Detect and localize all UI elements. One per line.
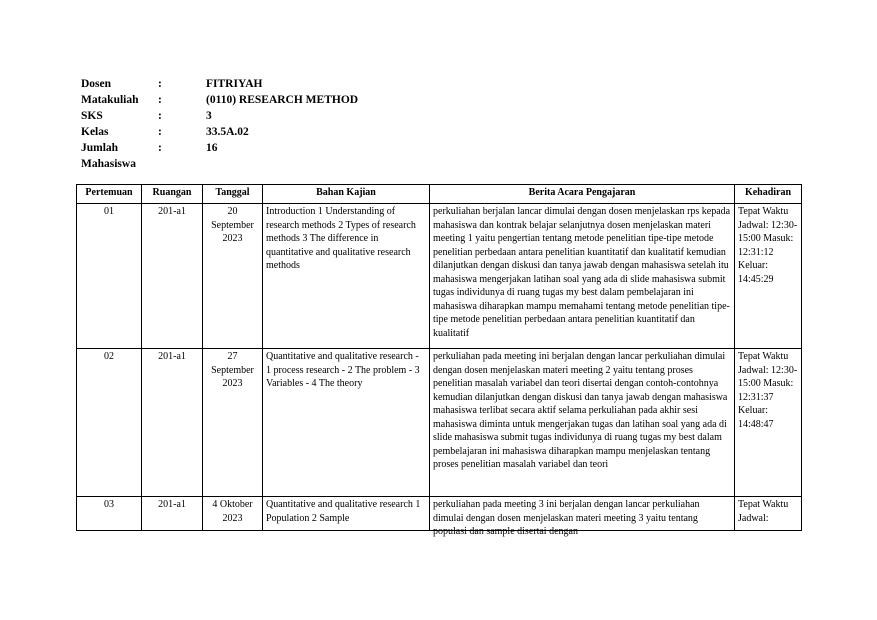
course-header	[81, 76, 481, 172]
table-row	[77, 497, 802, 531]
kelas-row	[81, 124, 481, 140]
jumlah-row	[81, 140, 481, 172]
tanggal-cell	[203, 497, 263, 531]
kelas-label: Kelas	[81, 126, 109, 138]
table-row	[77, 204, 802, 349]
sks-label: SKS	[81, 110, 103, 122]
colon: :	[158, 94, 162, 106]
dosen-row	[81, 76, 481, 92]
berita-cell	[430, 204, 735, 349]
bahan-cell	[263, 204, 430, 349]
kehadiran-cell	[735, 349, 802, 497]
berita-text: perkuliahan pada meeting 3 ini berjalan dengan lancar perkuliahan dimulai dengan dosen menjelaskan materi meeting 3 yaitu tentang populasi dan sample disertai dengan	[433, 499, 700, 537]
pertemuan-cell	[77, 349, 142, 497]
col-header-tanggal: Tanggal	[203, 185, 263, 204]
ruangan-text: 201-a1	[158, 499, 186, 510]
tanggal-cell	[203, 204, 263, 349]
matakuliah-label: Matakuliah	[81, 94, 139, 106]
col-header-ruangan: Ruangan	[142, 185, 203, 204]
ruangan-cell	[142, 349, 203, 497]
pertemuan-text: 01	[104, 206, 114, 217]
pertemuan-cell	[77, 497, 142, 531]
jumlah-value: 16	[206, 142, 218, 154]
colon: :	[158, 78, 162, 90]
berita-text: perkuliahan berjalan lancar dimulai dengan dosen menjelaskan rps kepada mahasiswa dan kontrak belajar selanjutnya dosen menjelaskan materi meeting 1 yaitu pengertian tentang metode penelitian tipe-tipe metode penelitian perbedaan antara penelitian kuantitatif dan kualitatif kemudian dilanjutkan dengan diskusi dan tanya jawab dengan mahasiswa setelah itu mahasiswa mengerjakan latihan soal yang ada di slide mahasiswa submit tugas individunya di ruang tugas my best dalam pembelajaran ini mahasiswa diharapkan mampu memahami tentang metode penelitian tipe-tipe metode penelitian perbedaan antara penelitian kuantitatif dan kualitatif	[433, 206, 731, 339]
tanggal-text: 4 Oktober 2023	[212, 499, 253, 524]
col-header-berita: Berita Acara Pengajaran	[430, 185, 735, 204]
ruangan-cell	[142, 497, 203, 531]
bahan-text: Introduction 1 Understanding of research methods 2 Types of research methods 3 The difference in quantitative and qualitative research methods	[266, 206, 416, 271]
berita-text: perkuliahan pada meeting ini berjalan dengan lancar perkuliahan dimulai dengan dosen menjelaskan materi meeting 2 yaitu tentang proses penelitian masalah variabel dan teori disertai dengan contoh-contohnya kemudian dilanjutkan dengan diskusi dan tanya jawab dengan mahasiswa mahasiswa terlibat secara aktif selama perkuliahan pada akhir sesi mahasiswa diminta untuk mengerjakan tugas dan latihan soal yang ada di slide mahasiswa submit tugas individunya di ruang tugas my best dalam pembelajaran ini mahasiswa diharapkan mampu menjelaskan tentang proses penelitian masalah variabel dan teori	[433, 351, 728, 470]
kehadiran-cell	[735, 497, 802, 531]
ruangan-text: 201-a1	[158, 351, 186, 362]
berita-cell	[430, 497, 735, 537]
kehadiran-text: Tepat Waktu Jadwal: 12:30-15:00 Masuk: 12:31:37 Keluar: 14:48:47	[738, 351, 798, 430]
bahan-cell	[263, 349, 430, 497]
col-header-pertemuan: Pertemuan	[77, 185, 142, 204]
table-row	[77, 349, 802, 497]
kehadiran-text: Tepat Waktu Jadwal: 12:30-15:00 Masuk: 12:31:12 Keluar: 14:45:29	[738, 206, 798, 285]
kehadiran-text: Tepat Waktu Jadwal:	[738, 499, 789, 524]
sks-row	[81, 108, 481, 124]
pertemuan-text: 03	[104, 499, 114, 510]
sks-value: 3	[206, 110, 212, 122]
dosen-label: Dosen	[81, 78, 112, 90]
attendance-table	[76, 184, 802, 537]
matakuliah-row	[81, 92, 481, 108]
dosen-value: FITRIYAH	[206, 78, 263, 90]
colon: :	[158, 126, 162, 138]
table-header-row	[77, 185, 802, 204]
bahan-cell	[263, 497, 430, 531]
col-header-kehadiran: Kehadiran	[735, 185, 802, 204]
kehadiran-cell	[735, 204, 802, 349]
colon: :	[158, 110, 162, 122]
pertemuan-text: 02	[104, 351, 114, 362]
bahan-text: Quantitative and qualitative research - 1 process research - 2 The problem - 3 Variables - 4 The theory	[266, 351, 420, 389]
kelas-value: 33.5A.02	[206, 126, 249, 138]
col-header-bahan: Bahan Kajian	[263, 185, 430, 204]
matakuliah-value: (0110) RESEARCH METHOD	[206, 94, 359, 106]
tanggal-text: 27 September 2023	[211, 351, 254, 389]
pertemuan-cell	[77, 204, 142, 349]
tanggal-text: 20 September 2023	[211, 206, 254, 244]
berita-cell	[430, 349, 735, 497]
ruangan-text: 201-a1	[158, 206, 186, 217]
tanggal-cell	[203, 349, 263, 497]
jumlah-label: Jumlah Mahasiswa	[81, 142, 136, 170]
ruangan-cell	[142, 204, 203, 349]
colon: :	[158, 142, 162, 154]
bahan-text: Quantitative and qualitative research 1 Population 2 Sample	[266, 499, 421, 524]
